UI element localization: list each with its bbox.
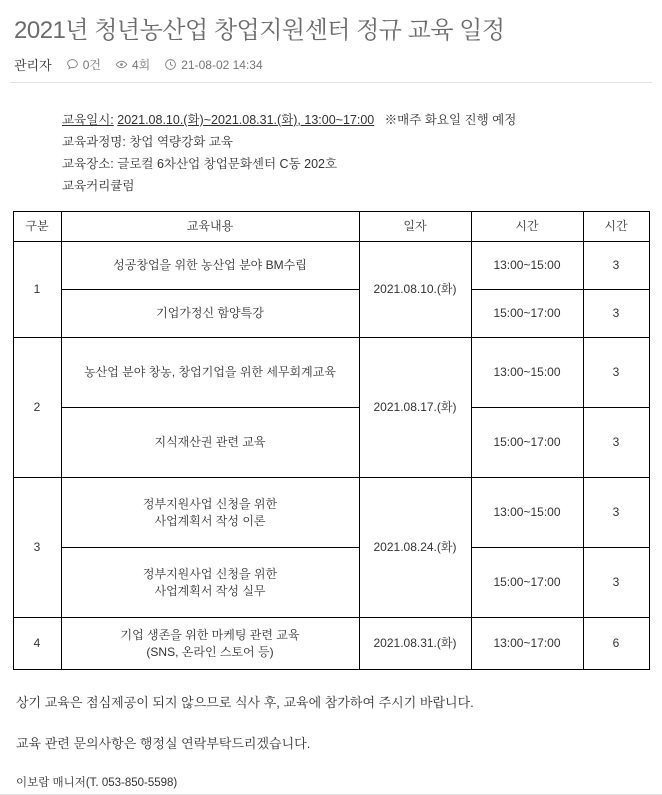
th-content: 교육내용 xyxy=(61,212,359,242)
comment-count xyxy=(66,56,101,73)
cell-time: 13:00~15:00 xyxy=(471,338,583,408)
cell-content-line: 기업 생존을 위한 마케팅 관련 교육 xyxy=(120,627,300,642)
cell-content: 기업가정신 함양특강 xyxy=(61,290,359,338)
cell-hours: 3 xyxy=(583,338,649,408)
cell-hours: 3 xyxy=(583,478,649,548)
comment-count-label: 0건 xyxy=(82,58,101,72)
cell-hours: 3 xyxy=(583,548,649,618)
cell-time: 15:00~17:00 xyxy=(471,408,583,478)
eye-icon xyxy=(115,58,128,71)
cell-content-line: 정부지원사업 신청을 위한 xyxy=(142,496,278,511)
cell-time: 13:00~15:00 xyxy=(471,478,583,548)
th-time: 시간 xyxy=(471,212,583,242)
comment-icon xyxy=(66,58,79,71)
table-row xyxy=(13,338,649,408)
cell-hours: 3 xyxy=(583,242,649,290)
cell-content-line: 정부지원사업 신청을 위한 xyxy=(142,566,278,581)
cell-content xyxy=(61,618,359,670)
info-line3-value: 글로컬 6차산업 창업문화센터 C동 202호 xyxy=(117,157,338,171)
clock-icon xyxy=(164,58,177,71)
cell-gubun: 4 xyxy=(13,618,61,670)
post-date-label: 21-08-02 14:34 xyxy=(181,57,263,72)
info-line3-label: 교육장소: xyxy=(62,157,114,171)
footer-note-lunch: 상기 교육은 점심제공이 되지 않으므로 식사 후, 교육에 참가하여 주시기 바랍니다. xyxy=(16,695,474,710)
table-row xyxy=(13,408,649,478)
table-row xyxy=(13,242,649,290)
info-line1-label: 교육일시: xyxy=(62,113,114,127)
table-row xyxy=(13,618,649,670)
table-header-row xyxy=(13,212,649,242)
info-line1-value: 2021.08.10.(화)~2021.08.31.(화), 13:00~17:00 xyxy=(117,113,375,127)
info-block xyxy=(10,109,652,197)
schedule-table xyxy=(13,211,650,670)
cell-content-line: 사업계획서 작성 실무 xyxy=(154,583,266,598)
post-date xyxy=(164,58,262,72)
cell-content-line: (SNS, 온라인 스토어 등) xyxy=(146,644,274,659)
cell-date: 2021.08.24.(화) xyxy=(359,478,471,618)
page-title: 2021년 청년농산업 창업지원센터 정규 교육 일정 xyxy=(14,17,505,44)
footer-contact: 이보람 매니저(T. 053-850-5598) xyxy=(16,777,178,789)
cell-time: 13:00~15:00 xyxy=(471,242,583,290)
info-line2-label: 교육과정명: xyxy=(62,135,126,149)
post-body xyxy=(10,83,652,790)
table-row xyxy=(13,478,649,548)
cell-gubun: 1 xyxy=(13,242,61,338)
cell-date: 2021.08.17.(화) xyxy=(359,338,471,478)
th-gubun: 구분 xyxy=(13,212,61,242)
cell-hours: 3 xyxy=(583,408,649,478)
th-date: 일자 xyxy=(359,212,471,242)
cell-content xyxy=(61,478,359,548)
post-author: 관리자 xyxy=(14,58,52,73)
table-row xyxy=(13,290,649,338)
cell-time: 15:00~17:00 xyxy=(471,290,583,338)
cell-hours: 6 xyxy=(583,618,649,670)
cell-content: 성공창업을 위한 농산업 분야 BM수립 xyxy=(61,242,359,290)
cell-hours: 3 xyxy=(583,290,649,338)
cell-date: 2021.08.10.(화) xyxy=(359,242,471,338)
cell-gubun: 3 xyxy=(13,478,61,618)
view-count xyxy=(115,56,150,73)
cell-content-line: 사업계획서 작성 이론 xyxy=(154,513,266,528)
info-line-datetime xyxy=(62,109,652,131)
info-line-curriculum: 교육커리큘럼 xyxy=(62,179,135,193)
cell-content xyxy=(61,548,359,618)
cell-content: 농산업 분야 창농, 창업기업을 위한 세무회계교육 xyxy=(61,338,359,408)
post-meta xyxy=(10,51,652,83)
info-line-course xyxy=(62,131,652,153)
info-line1-note: ※매주 화요일 진행 예정 xyxy=(384,113,517,127)
footer-notes xyxy=(10,670,652,790)
info-line2-value: 창업 역량강화 교육 xyxy=(129,135,233,149)
cell-time: 15:00~17:00 xyxy=(471,548,583,618)
th-hours: 시간 xyxy=(583,212,649,242)
table-row xyxy=(13,548,649,618)
footer-note-inquiry: 교육 관련 문의사항은 행정실 연락부탁드리겠습니다. xyxy=(16,736,311,751)
info-line-place xyxy=(62,153,652,175)
cell-date: 2021.08.31.(화) xyxy=(359,618,471,670)
cell-time: 13:00~17:00 xyxy=(471,618,583,670)
cell-content: 지식재산권 관련 교육 xyxy=(61,408,359,478)
cell-gubun: 2 xyxy=(13,338,61,478)
view-count-label: 4회 xyxy=(131,58,151,72)
